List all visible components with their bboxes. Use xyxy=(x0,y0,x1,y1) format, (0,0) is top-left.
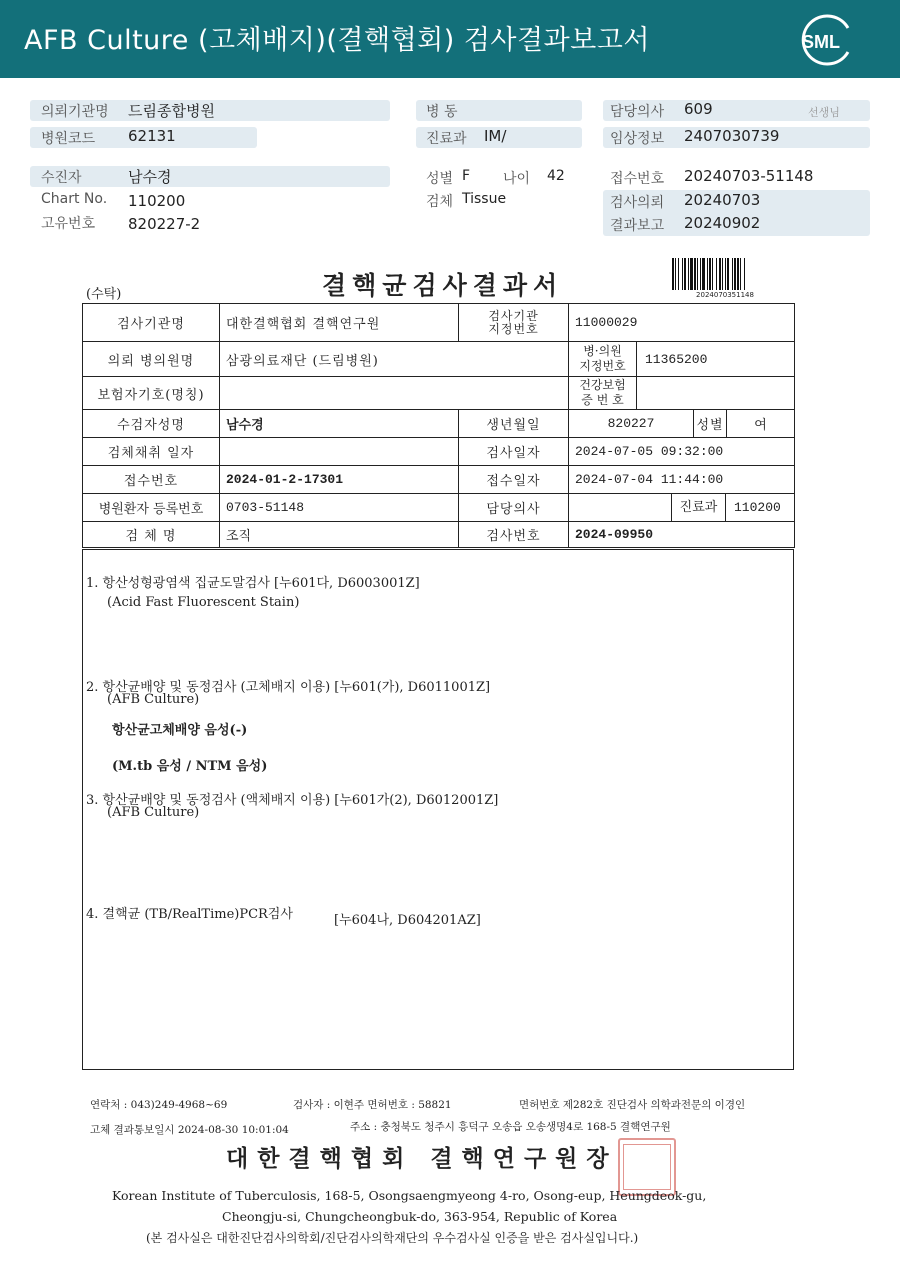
receipt-date-label: 접수일자 xyxy=(459,466,569,494)
sex-label: 성별 xyxy=(426,171,454,187)
ward-label: 병 동 xyxy=(426,104,458,120)
test-date-label: 검사일자 xyxy=(459,438,569,466)
footer-address-en-1: Korean Institute of Tuberculosis, 168-5, Osongsaengmyeong 4-ro, Osong-eup, Heungdeok-gu, xyxy=(112,1188,707,1203)
report-table xyxy=(82,303,795,548)
specimen-label: 검체 xyxy=(426,194,454,210)
examinee-label: 수검자성명 xyxy=(83,410,220,438)
hosp-code-label: 병원코드 xyxy=(41,131,96,147)
id-label: 고유번호 xyxy=(41,216,96,232)
item-1-subtitle: (Acid Fast Fluorescent Stain) xyxy=(107,595,300,610)
lab-name-label: 검사기관명 xyxy=(83,304,220,342)
footer-examiner: 검사자 : 이현주 면허번호 : 58821 xyxy=(293,1099,452,1111)
health-label: 건강보험 증 번 호 xyxy=(569,377,637,409)
item-2-subtitle: (AFB Culture) xyxy=(107,692,200,707)
item-2-result-detail: (M.tb 음성 / NTM 음성) xyxy=(112,759,268,774)
test-no-value: 2024-09950 xyxy=(569,522,795,548)
clinical-value: 2407030739 xyxy=(684,127,780,145)
doctor-value: 609 xyxy=(684,100,713,118)
lab-no-label: 검사기관 지정번호 xyxy=(459,304,569,342)
barcode-number: 2024070351148 xyxy=(696,291,754,299)
physician-value xyxy=(569,494,672,521)
sex-value: F xyxy=(462,168,471,184)
collect-value xyxy=(220,438,459,466)
req-hosp-label: 의뢰 병의원명 xyxy=(83,342,220,377)
physician-dept-cell xyxy=(569,494,795,522)
insured-label: 보험자기호(명칭) xyxy=(83,377,220,410)
patient-pill xyxy=(30,166,390,187)
lab-name-value: 대한결핵협회 결핵연구원 xyxy=(220,304,459,342)
test-date-value: 2024-07-05 09:32:00 xyxy=(569,438,795,466)
item-2-title: 2. 항산균배양 및 동정검사 (고체배지 이용) [누601(가), D6011001Z] xyxy=(86,680,491,695)
footer-reported: 고체 결과통보일시 2024-08-30 10:01:04 xyxy=(90,1124,289,1136)
receipt-no-value: 2024-01-2-17301 xyxy=(220,466,459,494)
item-3-title: 3. 항산균배양 및 동정검사 (액체배지 이용) [누601가(2), D6012001Z] xyxy=(86,793,499,808)
dept-value-cell: 110200 xyxy=(734,500,781,515)
birth-value: 820227 xyxy=(569,410,694,438)
hosp-no-value: 11365200 xyxy=(645,351,708,367)
item-1-title: 1. 항산성형광염색 집균도말검사 [누601다, D6003001Z] xyxy=(86,576,420,591)
item-4-title: 4. 결핵균 (TB/RealTime)PCR검사 xyxy=(86,907,293,922)
insured-value xyxy=(220,377,569,410)
req-org-label: 의뢰기관명 xyxy=(41,104,109,120)
examinee-value: 남수경 xyxy=(220,410,459,438)
chart-label: Chart No. xyxy=(41,191,108,207)
health-cell xyxy=(569,377,795,410)
footer-address-kr: 주소 : 충청북도 청주시 흥덕구 오송읍 오송생명4로 168-5 결핵연구원 xyxy=(350,1121,671,1133)
patient-no-label: 병원환자 등록번호 xyxy=(83,494,220,522)
hosp-no-cell xyxy=(569,342,795,377)
sex-value-cell: 여 xyxy=(727,410,795,438)
item-3-subtitle: (AFB Culture) xyxy=(107,805,200,820)
dept-value: IM/ xyxy=(484,127,507,145)
page-title: AFB Culture (고체배지)(결핵협회) 검사결과보고서 xyxy=(24,25,650,56)
age-label: 나이 xyxy=(503,171,531,187)
specimen-value: Tissue xyxy=(462,191,507,207)
hosp-no-label: 병·의원 지정번호 xyxy=(569,342,637,376)
report-title: 결핵균검사결과서 xyxy=(322,271,564,300)
patient-label: 수진자 xyxy=(41,170,82,186)
physician-label: 담당의사 xyxy=(459,494,569,522)
lab-no-value: 11000029 xyxy=(569,304,795,342)
institute-name: 대한결핵협회 결핵연구원장 xyxy=(226,1145,618,1172)
copy-mark: (수탁) xyxy=(86,287,122,302)
receipt-no-label: 접수번호 xyxy=(83,466,220,494)
footer-license: 면허번호 제282호 진단검사 의학과전문의 이경인 xyxy=(519,1099,746,1111)
receipt-date-value: 2024-07-04 11:44:00 xyxy=(569,466,795,494)
footer-contact: 연락처 : 043)249-4968~69 xyxy=(90,1099,228,1111)
report-label: 결과보고 xyxy=(610,218,665,234)
logo-text: SML xyxy=(802,32,840,52)
doctor-suffix: 선생님 xyxy=(808,106,840,119)
req-hosp-value: 삼광의료재단 (드림병원) xyxy=(220,342,569,377)
footer-address-en-2: Cheongju-si, Chungcheongbuk-do, 363-954, Republic of Korea xyxy=(222,1209,618,1224)
dept-label-cell: 진료과 xyxy=(672,494,726,521)
barcode xyxy=(672,258,778,290)
clinical-label: 임상정보 xyxy=(610,131,665,147)
sex-label-cell: 성별 xyxy=(694,410,727,438)
hosp-code-value: 62131 xyxy=(128,127,176,145)
id-value: 820227-2 xyxy=(128,215,201,233)
patient-value: 남수경 xyxy=(128,168,172,186)
birth-label: 생년월일 xyxy=(459,410,569,438)
request-value: 20240703 xyxy=(684,191,761,209)
age-value: 42 xyxy=(547,168,565,184)
specimen-name-label: 검 체 명 xyxy=(83,522,220,548)
request-label: 검사의뢰 xyxy=(610,195,665,211)
footer-certification: (본 검사실은 대한진단검사의학회/진단검사의학재단의 우수검사실 인증을 받은 검사실입니다.) xyxy=(146,1231,639,1245)
doctor-label: 담당의사 xyxy=(610,104,665,120)
item-4-code: [누604나, D604201AZ] xyxy=(334,913,481,928)
sml-logo-icon xyxy=(796,12,856,68)
req-org-value: 드림종합병원 xyxy=(128,102,215,120)
receipt-value: 20240703-51148 xyxy=(684,167,814,185)
item-2-result: 항산균고체배양 음성(-) xyxy=(112,723,248,738)
receipt-label: 접수번호 xyxy=(610,171,665,187)
collect-label: 검체채취 일자 xyxy=(83,438,220,466)
report-value: 20240902 xyxy=(684,214,761,232)
test-no-label: 검사번호 xyxy=(459,522,569,548)
dept-label: 진료과 xyxy=(426,131,467,147)
chart-value: 110200 xyxy=(128,192,186,210)
specimen-name-value: 조직 xyxy=(220,522,459,548)
patient-no-value: 0703-51148 xyxy=(220,494,459,522)
